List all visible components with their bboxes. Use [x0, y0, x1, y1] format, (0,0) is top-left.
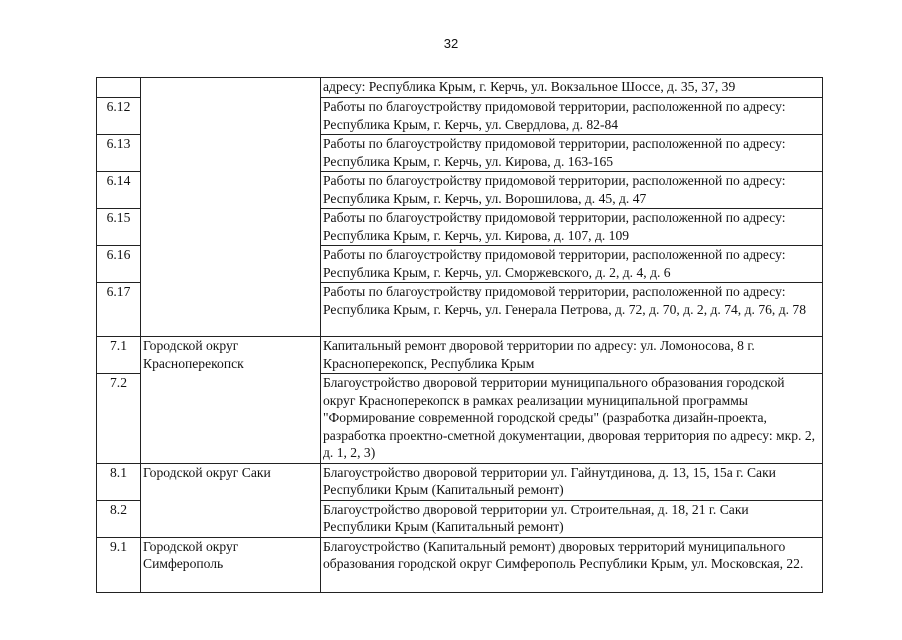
region-cell: Городской округ Симферополь: [141, 537, 321, 592]
page-number: 32: [443, 36, 459, 51]
row-number: 6.14: [97, 172, 141, 209]
row-number: [97, 78, 141, 98]
table-row: [97, 463, 823, 500]
table-row: [97, 337, 823, 374]
row-number: 7.2: [97, 374, 141, 464]
work-description: Работы по благоустройству придомовой территории, расположенной по адресу: Республика Крым, г. Керчь, ул. Генерала Петрова, д. 72, д. 70, д. 2, д. 74, д. 76, д. 78: [321, 283, 823, 337]
work-description: Благоустройство дворовой территории ул. Гайнутдинова, д. 13, 15, 15а г. Саки Республики Крым (Капитальный ремонт): [321, 463, 823, 500]
table-row: [97, 78, 823, 98]
row-number: 6.12: [97, 98, 141, 135]
row-number: 6.16: [97, 246, 141, 283]
row-number: 8.1: [97, 463, 141, 500]
row-number: 8.2: [97, 500, 141, 537]
work-description: Работы по благоустройству придомовой территории, расположенной по адресу: Республика Крым, г. Керчь, ул. Кирова, д. 163-165: [321, 135, 823, 172]
work-description: Благоустройство дворовой территории муниципального образования городской округ Красноперекопск в рамках реализации муниципальной программы "Формирование современной городской среды" (разработка дизайн-проекта, разработка проектно-сметной документации, дворовая территория по адресу: мкр. 2, д. 1, 2, 3): [321, 374, 823, 464]
region-cell: Городской округ Красноперекопск: [141, 337, 321, 464]
row-number: 6.17: [97, 283, 141, 337]
work-description: Работы по благоустройству придомовой территории, расположенной по адресу: Республика Крым, г. Керчь, ул. Сморжевского, д. 2, д. 4, д. 6: [321, 246, 823, 283]
row-number: 6.13: [97, 135, 141, 172]
work-description: Капитальный ремонт дворовой территории по адресу: ул. Ломоносова, 8 г. Красноперекопск, Республика Крым: [321, 337, 823, 374]
region-cell: [141, 78, 321, 337]
row-number: 9.1: [97, 537, 141, 592]
work-description: адресу: Республика Крым, г. Керчь, ул. Вокзальное Шоссе, д. 35, 37, 39: [321, 78, 823, 98]
work-description: Благоустройство (Капитальный ремонт) дворовых территорий муниципального образования городской округ Симферополь Республики Крым, ул. Московская, 22.: [321, 537, 823, 592]
work-description: Работы по благоустройству придомовой территории, расположенной по адресу: Республика Крым, г. Керчь, ул. Кирова, д. 107, д. 109: [321, 209, 823, 246]
row-number: 7.1: [97, 337, 141, 374]
region-cell: Городской округ Саки: [141, 463, 321, 537]
table-row: [97, 537, 823, 592]
work-description: Благоустройство дворовой территории ул. Строительная, д. 18, 21 г. Саки Республики Крым (Капитальный ремонт): [321, 500, 823, 537]
works-table: [96, 77, 823, 593]
work-description: Работы по благоустройству придомовой территории, расположенной по адресу: Республика Крым, г. Керчь, ул. Свердлова, д. 82-84: [321, 98, 823, 135]
work-description: Работы по благоустройству придомовой территории, расположенной по адресу: Республика Крым, г. Керчь, ул. Ворошилова, д. 45, д. 47: [321, 172, 823, 209]
row-number: 6.15: [97, 209, 141, 246]
